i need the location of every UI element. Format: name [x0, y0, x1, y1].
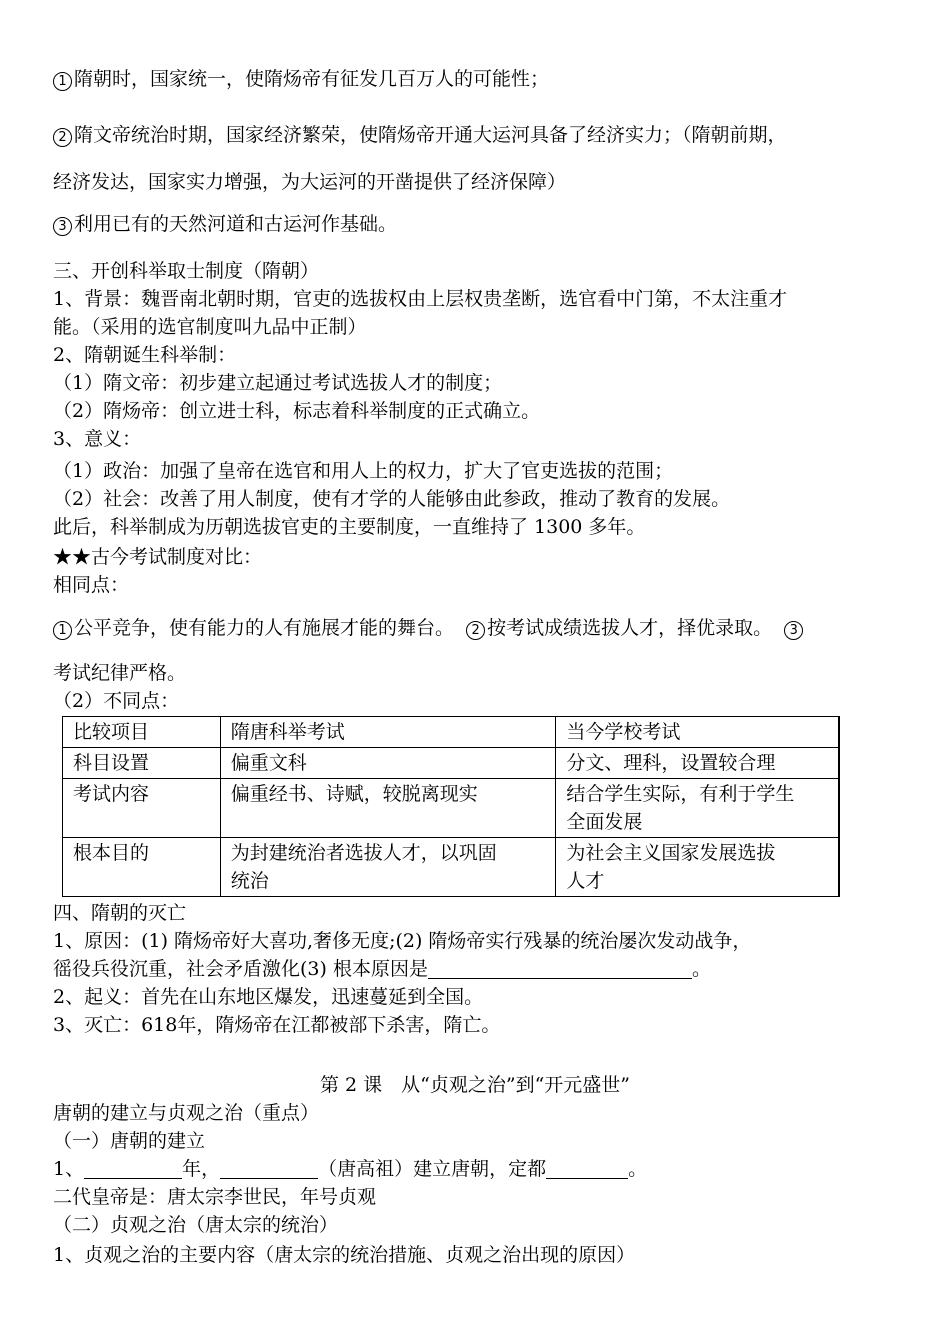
background-line-2: 能。（采用的选官制度叫九品中正制）	[53, 316, 367, 338]
table-cell: 偏重经书、诗赋，较脱离现实	[220, 779, 556, 838]
circled-number: 1	[53, 621, 72, 640]
emperor-line: 二代皇帝是：唐太宗李世民，年号贞观	[53, 1186, 377, 1208]
meaning-heading: 3、意义：	[53, 428, 142, 450]
same-point-3: 考试纪律严格。	[53, 662, 187, 684]
subsection-1: （一）唐朝的建立	[53, 1130, 206, 1152]
same-points: 1 公平竞争，使有能力的人有施展才能的舞台。 2 按考试成绩选拔人才，择优录取。 3	[53, 615, 805, 641]
lesson-title: 第 2 课 从“贞观之治”到“开元盛世”	[319, 1074, 631, 1096]
table-cell: 偏重文科	[220, 748, 556, 779]
table-cell: 比较项目	[63, 717, 221, 748]
table-cell: 科目设置	[63, 748, 221, 779]
table-cell: 考试内容	[63, 779, 221, 838]
meaning-item-2: （2）社会：改善了用人制度，使有才学的人能够由此参政，推动了教育的发展。	[53, 488, 731, 510]
section-3-title: 三、开创科举取士制度（隋朝）	[53, 260, 320, 282]
table-cell: 为封建统治者选拔人才，以巩固 统治	[220, 838, 556, 897]
circled-number: 2	[466, 621, 485, 640]
table-edge-line	[838, 716, 840, 897]
birth-item-1: （1）隋文帝：初步建立起通过考试选拔人才的制度；	[53, 372, 503, 394]
birth-heading: 2、隋朝诞生科举制：	[53, 344, 237, 366]
compare-heading: ★★古今考试制度对比：	[53, 546, 263, 568]
point-1: 1 隋朝时，国家统一，使隋炀帝有征发几百万人的可能性；	[53, 66, 549, 92]
content-heading: 1、贞观之治的主要内容（唐太宗的统治措施、贞观之治出现的原因）	[53, 1244, 636, 1266]
table-row	[63, 838, 839, 897]
comparison-table	[62, 716, 839, 897]
founder-blank[interactable]	[220, 1158, 318, 1179]
birth-item-2: （2）隋炀帝：创立进士科，标志着科举制度的正式确立。	[53, 400, 541, 422]
diff-heading: （2）不同点：	[53, 690, 180, 712]
table-row	[63, 748, 839, 779]
founding-line: 1、 年， （唐高祖）建立唐朝，定都 。	[53, 1158, 648, 1180]
answer-blank[interactable]	[428, 958, 692, 979]
same-heading: 相同点：	[53, 574, 130, 596]
reason-line-2: 徭役兵役沉重，社会矛盾激化(3) 根本原因是 。	[53, 958, 711, 980]
circled-number: 3	[53, 217, 72, 236]
year-blank[interactable]	[84, 1158, 182, 1179]
after-note: 此后，科举制成为历朝选拔官吏的主要制度，一直维持了 1300 多年。	[53, 516, 646, 538]
section-4-title: 四、隋朝的灭亡	[53, 902, 187, 924]
capital-blank[interactable]	[546, 1158, 628, 1179]
circled-number: 3	[784, 621, 803, 640]
reason-line-1: 1、原因：(1) 隋炀帝好大喜功,奢侈无度;(2) 隋炀帝实行残暴的统治屡次发动战争，	[53, 930, 752, 952]
lesson-subtitle: 唐朝的建立与贞观之治（重点）	[53, 1102, 320, 1124]
table-cell: 隋唐科举考试	[220, 717, 556, 748]
uprising-line: 2、起义：首先在山东地区爆发，迅速蔓延到全国。	[53, 986, 484, 1008]
circled-number: 1	[53, 72, 72, 91]
table-cell: 当今学校考试	[556, 717, 839, 748]
point-2-cont: 经济发达，国家实力增强，为大运河的开凿提供了经济保障）	[53, 171, 567, 193]
table-cell: 结合学生实际，有利于学生 全面发展	[556, 779, 839, 838]
fall-line: 3、灭亡：618年，隋炀帝在江都被部下杀害，隋亡。	[53, 1014, 501, 1036]
point-3: 3 利用已有的天然河道和古运河作基础。	[53, 211, 397, 237]
subsection-2: （二）贞观之治（唐太宗的统治）	[53, 1214, 339, 1236]
meaning-item-1: （1）政治：加强了皇帝在选官和用人上的权力，扩大了官吏选拔的范围；	[53, 460, 674, 482]
table-row	[63, 779, 839, 838]
table-cell: 为社会主义国家发展选拔 人才	[556, 838, 839, 897]
table-cell: 分文、理科，设置较合理	[556, 748, 839, 779]
table-header-row	[63, 717, 839, 748]
circled-number: 2	[53, 128, 72, 147]
background-line-1: 1、背景：魏晋南北朝时期，官吏的选拔权由上层权贵垄断，选官看中门第，不太注重才	[53, 288, 788, 310]
point-2: 2 隋文帝统治时期，国家经济繁荣，使隋炀帝开通大运河具备了经济实力；（隋朝前期，	[53, 122, 787, 148]
table-cell: 根本目的	[63, 838, 221, 897]
